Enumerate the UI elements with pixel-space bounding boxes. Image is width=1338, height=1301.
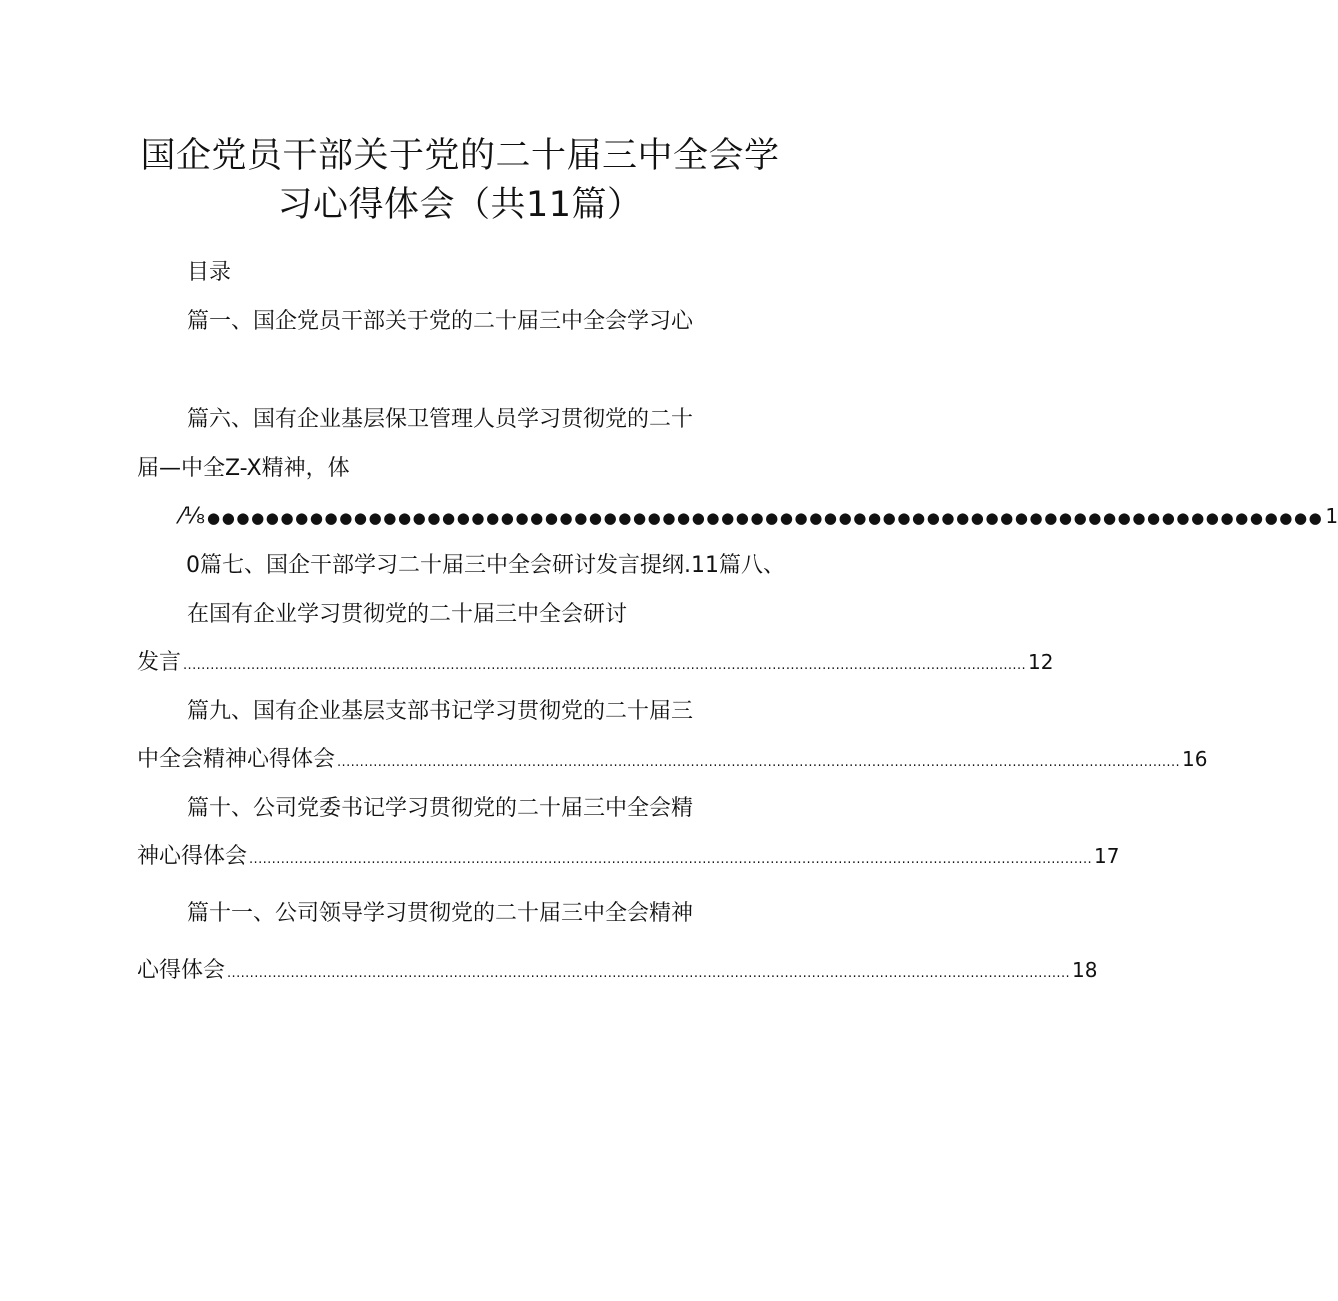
- toc-entry-8-tail: 发言: [137, 650, 182, 675]
- toc-entry-6-cont: 届—中全Z-X精神，体: [137, 456, 350, 481]
- toc-entry-11-tail: 心得体会: [137, 958, 226, 983]
- dot-leader: ●●●●●●●●●●●●●●●●●●●●●●●●●●●●●●●●●●●●●●●●●●●●●●●●●●●●●●●●●●●●●●●●●●●●●●●●●●●●: [207, 509, 1324, 527]
- toc-entry-10-tail: 神心得体会: [137, 844, 248, 869]
- document-title-line-1: 国企党员干部关于党的二十届三中全会学: [140, 136, 780, 176]
- toc-entry-9-tail: 中全会精神心得体会: [137, 747, 336, 772]
- dot-leader: ..........................................................................................................................................................................................: [337, 755, 1181, 770]
- toc-page-number: 16: [1182, 747, 1208, 771]
- dot-leader: ..........................................................................................................................................................................................: [183, 658, 1027, 673]
- toc-page-number: 18: [1072, 958, 1098, 982]
- toc-heading: 目录: [187, 260, 232, 285]
- toc-page-number: 17: [1094, 844, 1120, 868]
- toc-entry-11: 篇十一、公司领导学习贯彻党的二十届三中全会精神: [187, 901, 694, 926]
- document-title-line-2: 习心得体会（共11篇）: [277, 185, 643, 225]
- dot-leader: ..........................................................................................................................................................................................: [227, 966, 1071, 981]
- toc-entry-10: 篇十、公司党委书记学习贯彻党的二十届三中全会精: [187, 796, 694, 821]
- toc-entry-7: 0篇七、国企干部学习二十届三中全会研讨发言提纲.11篇八、: [186, 553, 785, 578]
- toc-entry-10-leader-row: [137, 844, 1120, 869]
- toc-entry-1: 篇一、国企党员干部关于党的二十届三中全会学习心: [187, 309, 694, 334]
- toc-entry-6-tail: ⁄⅛: [180, 504, 205, 529]
- toc-page-number: 12: [1028, 650, 1054, 674]
- toc-entry-8: 在国有企业学习贯彻党的二十届三中全会研讨: [187, 602, 628, 627]
- toc-entry-8-leader-row: [137, 650, 1054, 675]
- toc-entry-6: 篇六、国有企业基层保卫管理人员学习贯彻党的二十: [187, 407, 694, 432]
- dot-leader: ..........................................................................................................................................................................................: [249, 852, 1093, 867]
- toc-entry-9: 篇九、国有企业基层支部书记学习贯彻党的二十届三: [187, 699, 694, 724]
- toc-entry-6-leader-row: [180, 504, 1338, 529]
- toc-entry-9-leader-row: [137, 747, 1208, 772]
- toc-entry-11-leader-row: [137, 958, 1098, 983]
- toc-page-number: 1: [1325, 504, 1338, 528]
